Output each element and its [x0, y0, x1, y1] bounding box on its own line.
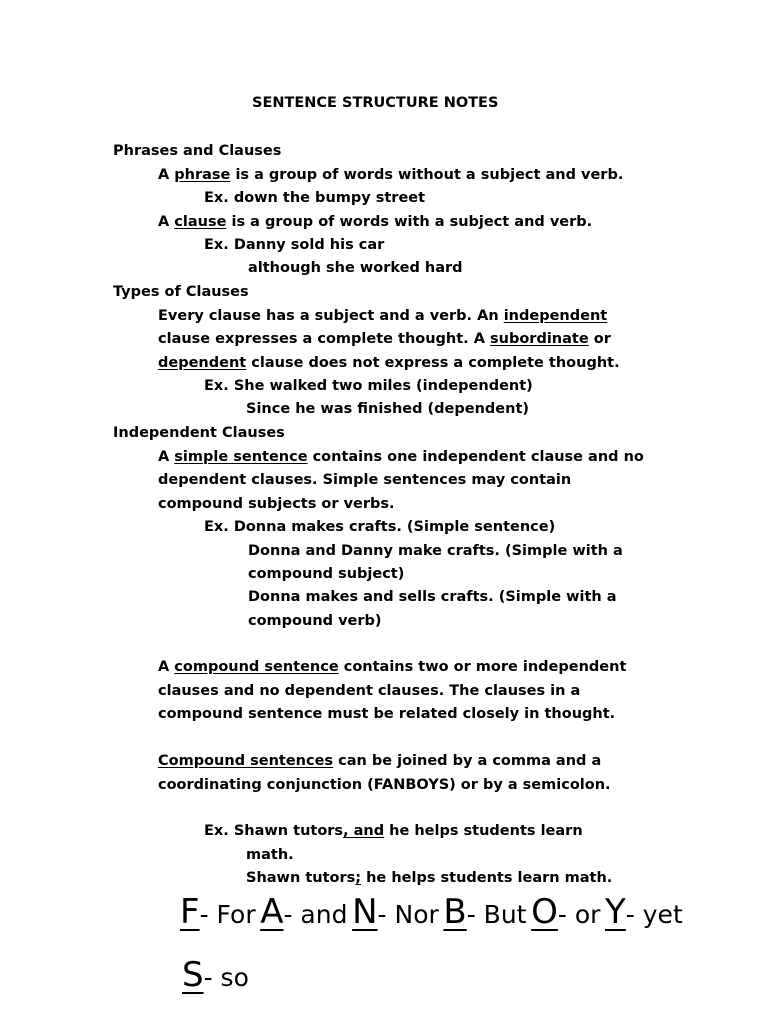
fanboys-so: - so	[203, 963, 249, 992]
section-heading-types-of-clauses: Types of Clauses	[113, 284, 249, 300]
comma-and-underlined: , and	[343, 823, 385, 839]
page-title: SENTENCE STRUCTURE NOTES	[252, 95, 499, 111]
compound-sentence-line-1: A compound sentence contains two or more independent	[158, 659, 627, 675]
semicolon-underlined: ;	[355, 870, 362, 886]
fanboys-nor: - Nor	[377, 900, 439, 929]
types-text-line-1: Every clause has a subject and a verb. An independent	[158, 308, 608, 324]
fanboys-yet: - yet	[625, 900, 683, 929]
types-text-line-3: dependent clause does not express a complete thought.	[158, 355, 620, 371]
fanboys-y-letter: Y	[605, 892, 626, 932]
fanboys-b-letter: B	[443, 892, 467, 932]
phrase-example: Ex. down the bumpy street	[204, 190, 426, 206]
types-example-1: Ex. She walked two miles (independent)	[204, 378, 533, 394]
simple-example-3: Donna makes and sells crafts. (Simple with a	[248, 589, 617, 605]
fanboys-n-letter: N	[352, 892, 378, 932]
clause-definition: A clause is a group of words with a subject and verb.	[158, 214, 593, 230]
term-simple-sentence: simple sentence	[174, 449, 308, 465]
fanboys-f-letter: F	[180, 892, 200, 932]
section-heading-phrases-clauses: Phrases and Clauses	[113, 143, 282, 159]
fanboys-o-letter: O	[531, 892, 558, 932]
fanboys-handwritten-line-1	[180, 892, 683, 932]
fanboys-a-letter: A	[260, 892, 284, 932]
term-independent: independent	[503, 308, 608, 324]
simple-sentence-line-1: A simple sentence contains one independent clause and no	[158, 449, 644, 465]
fanboys-handwritten-line-2	[182, 955, 249, 995]
types-text-line-2: clause expresses a complete thought. A subordinate or	[158, 331, 611, 347]
simple-example-2-cont: compound subject)	[248, 566, 405, 582]
clause-example-1: Ex. Danny sold his car	[204, 237, 385, 253]
term-subordinate: subordinate	[490, 331, 589, 347]
term-compound-sentence: compound sentence	[174, 659, 339, 675]
fanboys-for: - For	[199, 900, 256, 929]
term-phrase: phrase	[174, 167, 231, 183]
simple-sentence-line-2: dependent clauses. Simple sentences may contain	[158, 472, 572, 488]
compound-sentence-line-2: clauses and no dependent clauses. The clauses in a	[158, 683, 581, 699]
types-example-2: Since he was finished (dependent)	[246, 401, 530, 417]
fanboys-or: - or	[557, 900, 601, 929]
simple-sentence-line-3: compound subjects or verbs.	[158, 496, 395, 512]
term-clause: clause	[174, 214, 227, 230]
joining-line-2: coordinating conjunction (FANBOYS) or by a semicolon.	[158, 777, 611, 793]
compound-example-1-cont: math.	[246, 847, 294, 863]
compound-example-1: Ex. Shawn tutors, and he helps students learn	[204, 823, 583, 839]
fanboys-and: - and	[283, 900, 348, 929]
term-compound-sentences: Compound sentences	[158, 753, 334, 769]
fanboys-but: - But	[466, 900, 527, 929]
compound-example-2: Shawn tutors; he helps students learn math.	[246, 870, 613, 886]
fanboys-s-letter: S	[182, 955, 204, 995]
simple-example-1: Ex. Donna makes crafts. (Simple sentence)	[204, 519, 556, 535]
term-dependent: dependent	[158, 355, 247, 371]
clause-example-2: although she worked hard	[248, 260, 463, 276]
simple-example-2: Donna and Danny make crafts. (Simple with a	[248, 543, 623, 559]
compound-sentence-line-3: compound sentence must be related closely in thought.	[158, 706, 616, 722]
section-heading-independent-clauses: Independent Clauses	[113, 425, 285, 441]
joining-line-1: Compound sentences can be joined by a comma and a	[158, 753, 602, 769]
simple-example-3-cont: compound verb)	[248, 613, 382, 629]
phrase-definition: A phrase is a group of words without a subject and verb.	[158, 167, 624, 183]
